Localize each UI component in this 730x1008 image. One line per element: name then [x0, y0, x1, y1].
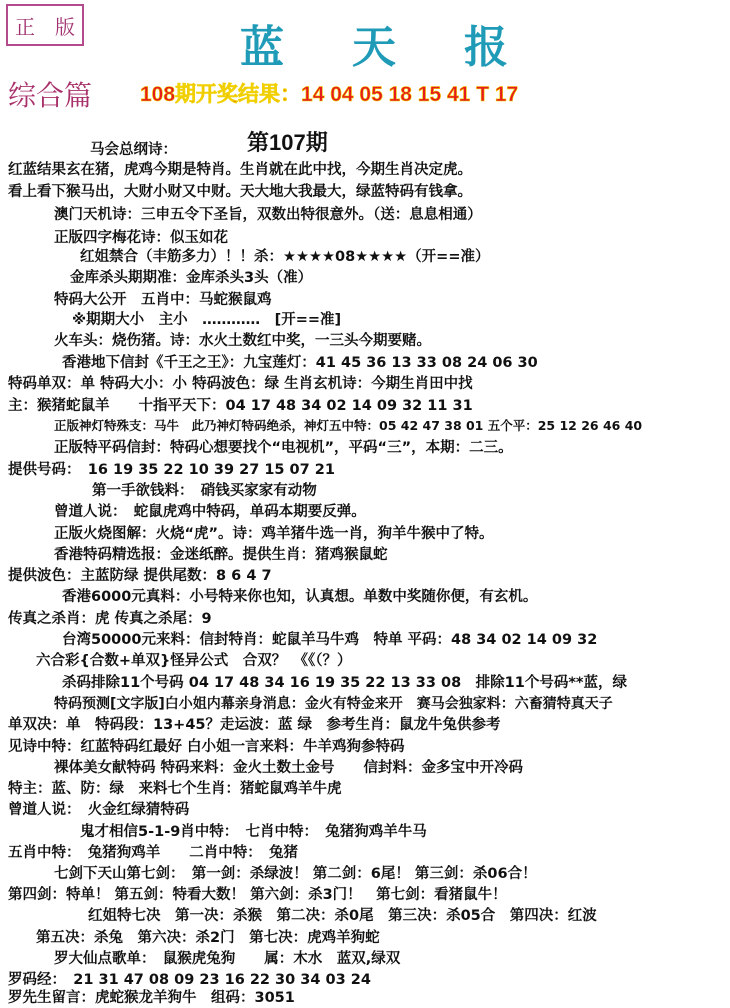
masthead-title: [240, 10, 510, 76]
draw-result: 108期开奖结果：14 04 05 18 15 41 T 17: [140, 83, 519, 106]
text-line: 传真之杀肖：虎 传真之杀尾：9: [8, 611, 212, 627]
text-line: 特码大公开 五肖中：马蛇猴鼠鸡: [54, 292, 272, 308]
issue-number: 第107期: [247, 130, 328, 155]
text-line: 鬼才相信5-1-9肖中特： 七肖中特： 兔猪狗鸡羊牛马: [80, 824, 427, 840]
text-line: 香港6000元真料：小号特来你也知，认真想。单数中奖随你便，有玄机。: [62, 589, 538, 605]
text-line: 红姐特七决 第一决：杀猴 第二决：杀0尾 第三决：杀05合 第四决：红波: [88, 908, 597, 924]
text-line: 罗先生留言：虎蛇猴龙羊狗牛 组码：3051: [8, 990, 295, 1006]
text-line: 香港特码精选报：金迷纸醉。提供生肖：猪鸡猴鼠蛇: [54, 547, 388, 563]
text-line: 正版四字梅花诗：似玉如花: [54, 230, 228, 246]
text-line: 曾道人说： 火金红绿猜特码: [8, 802, 190, 818]
masthead-char-2: 天: [352, 22, 398, 73]
text-line: 提供号码： 16 19 35 22 10 39 27 15 07 21: [8, 462, 335, 478]
text-line: 主：猴猪蛇鼠羊 十指平天下：04 17 48 34 02 14 09 32 11 31: [8, 398, 473, 414]
text-line: ※期期大小 主小 ………… [开==准]: [72, 312, 342, 328]
text-line: 七剑下天山第七剑： 第一剑：杀绿波！ 第二剑：6尾！ 第三剑：杀06合！: [54, 866, 537, 882]
text-line: 香港地下信封《千王之王》：九宝莲灯：41 45 36 13 33 08 24 06 30: [62, 355, 538, 371]
masthead-char-1: 蓝: [240, 22, 286, 73]
genuine-badge: 正 版: [6, 4, 84, 46]
text-line: 特码单双：单 特码大小：小 特码波色：绿 生肖玄机诗：今期生肖田中找: [8, 376, 473, 392]
text-line: 六合彩{合数+单双}怪异公式 合双？ 《《（？）: [36, 653, 352, 669]
text-line: 金库杀头期期准：金库杀头3头（准）: [70, 270, 313, 286]
text-line: 特码预测[文字版]白小姐内幕亲身消息：金火有特金来开 赛马会独家料：六畜猜特真天子: [54, 696, 613, 712]
text-line: 单双决：单 特码段：13+45？走运波：蓝 绿 参考生肖：鼠龙牛兔供参考: [8, 717, 501, 733]
text-line: 台湾50000元来料：信封特肖：蛇鼠羊马牛鸡 特单 平码：48 34 02 14 09 32: [62, 632, 598, 648]
text-line: 第五决：杀兔 第六决：杀2门 第七决：虎鸡羊狗蛇: [36, 930, 380, 946]
text-line: 看上看下猴马出，大财小财又中财。天大地大我最大，绿蓝特码有钱拿。: [8, 184, 472, 200]
section-heading: 综合篇: [8, 79, 93, 112]
text-line: 澳门天机诗：三申五令下圣旨，双数出特很意外。（送：息息相通）: [54, 207, 482, 223]
text-line: 特主：蓝、防：绿 来料七个生肖：猪蛇鼠鸡羊牛虎: [8, 781, 342, 797]
text-line: 红蓝结果玄在猪，虎鸡今期是特肖。生肖就在此中找，今期生肖决定虎。: [8, 162, 472, 178]
text-line: 五肖中特： 兔猪狗鸡羊 二肖中特： 兔猪: [8, 845, 298, 861]
text-line: 见诗中特：红蓝特码红最好 白小姐一言来料：牛羊鸡狗参特码: [8, 739, 405, 755]
text-line: 马会总纲诗：: [90, 142, 177, 158]
text-line: 火车头：烧伤猪。诗：水火土数红中奖，一三头今期要赌。: [54, 333, 431, 349]
text-line: 正版神灯特殊支：马牛 此乃神灯特码绝杀，神灯五中特：05 42 47 38 01 五个平：25 12 26 46 40: [54, 418, 643, 433]
text-line: 第一手欲钱料： 硝钱买家家有动物: [92, 483, 317, 499]
text-line: 曾道人说： 蛇鼠虎鸡中特码，单码本期要反弹。: [54, 504, 366, 520]
text-line: 裸体美女献特码 特码来料：金火土数土金号 信封料：金多宝中开冷码: [54, 760, 524, 776]
text-line: 提供波色：主蓝防绿 提供尾数：8 6 4 7: [8, 568, 272, 584]
text-line: 红姐禁合（丰筋多力）！！杀：★★★★08★★★★（开==准）: [80, 249, 490, 265]
text-line: 正版特平码信封：特码心想要找个“电视机”，平码“三”，本期：二三。: [54, 440, 513, 456]
text-line: 罗大仙点歌单： 鼠猴虎兔狗 属：木水 蓝双,绿双: [54, 951, 401, 967]
text-line: 罗码经： 21 31 47 08 09 23 16 22 30 34 03 24: [8, 972, 371, 988]
masthead-char-3: 报: [464, 22, 510, 73]
text-line: 杀码排除11个号码 04 17 48 34 16 19 35 22 13 33 08 排除11个号码**蓝，绿: [62, 675, 628, 691]
text-line: 第四剑：特单！ 第五剑：特看大数！ 第六剑：杀3门！ 第七剑：看猪鼠牛！: [8, 887, 507, 903]
text-line: 正版火烧图解：火烧“虎”。诗：鸡羊猪牛选一肖，狗羊牛猴中了特。: [54, 526, 494, 542]
